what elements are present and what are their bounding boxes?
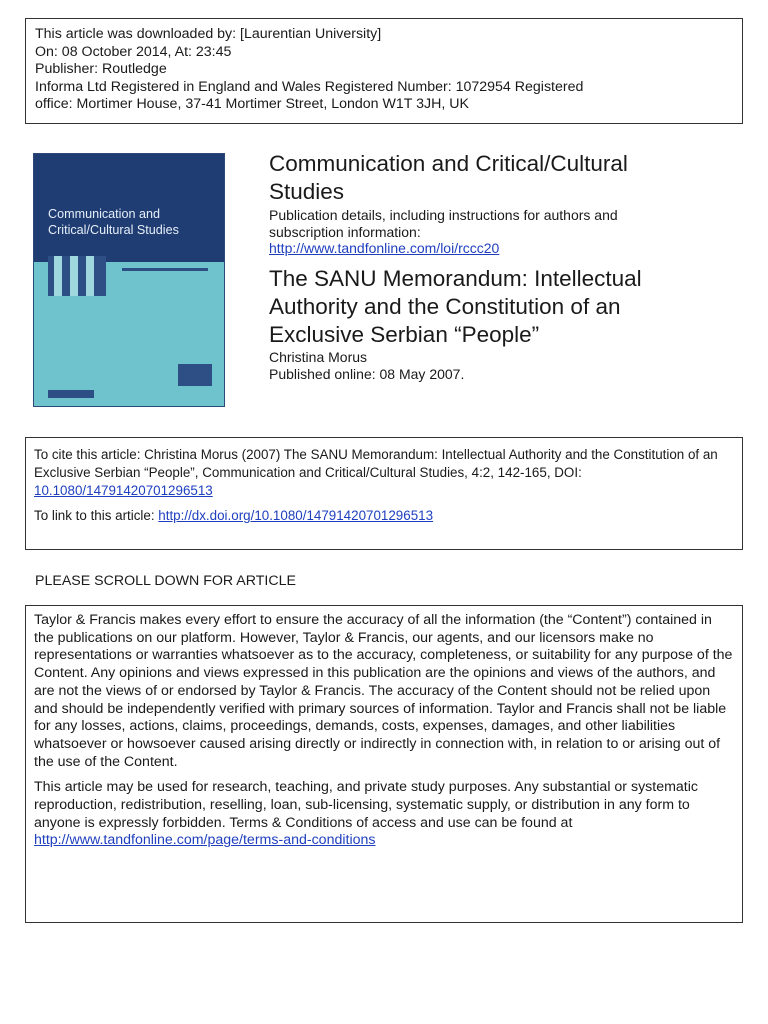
disclaimer-paragraph-2 (34, 779, 734, 850)
cover-title-line2: Critical/Cultural Studies (48, 223, 179, 237)
disclaimer-paragraph-2-text: This article may be used for research, teaching, and private study purposes. Any substantial or systematic reproduction, redistribution, reselling, loan, sub-licensing, systematic supply, or distribution in any form to anyone is expressly forbidden. Terms & Conditions of access and use can be found at (34, 779, 698, 831)
disclaimer-box (25, 605, 743, 923)
article-title-line1: The SANU Memorandum: Intellectual (269, 265, 642, 291)
article-title-line3: Exclusive Serbian “People” (269, 321, 540, 347)
publication-details-line1: Publication details, including instructions for authors and (269, 207, 618, 223)
citation-box (25, 437, 743, 550)
terms-conditions-link[interactable]: http://www.tandfonline.com/page/terms-and-conditions (34, 832, 376, 849)
download-info-box (25, 18, 743, 124)
article-title-line2: Authority and the Constitution of an (269, 293, 621, 319)
cover-logo-blocks (178, 364, 212, 386)
journal-title (269, 150, 739, 206)
article-published-date: Published online: 08 May 2007. (269, 365, 465, 382)
cover-small-text-bar (122, 268, 208, 271)
article-link-line (34, 507, 734, 525)
journal-url-link[interactable]: http://www.tandfonline.com/loi/rccc20 (269, 240, 500, 256)
cover-graphic (48, 256, 106, 296)
doi-link[interactable]: 10.1080/14791420701296513 (34, 482, 213, 498)
cover-title-line1: Communication and (48, 207, 161, 221)
scroll-notice: PLEASE SCROLL DOWN FOR ARTICLE (35, 573, 296, 589)
citation-text: To cite this article: Christina Morus (2007) The SANU Memorandum: Intellectual Authority and the Constitution of an Exclusive Serbian “People”, Communication and Critical/Cultural Studies, 4:2, 142-165, DOI: (34, 447, 718, 480)
journal-info (269, 150, 739, 383)
download-line-date: On: 08 October 2014, At: 23:45 (35, 43, 232, 60)
download-line-registration: Informa Ltd Registered in England and Wales Registered Number: 1072954 Registered (35, 78, 584, 95)
journal-title-line2: Studies (269, 179, 345, 204)
disclaimer-paragraph-1: Taylor & Francis makes every effort to ensure the accuracy of all the information (the “Content”) contained in the publications on our platform. However, Taylor & Francis, our agents, and our licensors make no representations or warranties whatsoever as to the accuracy, completeness, or suitability for any purpose of the Content. Any opinions and views expressed in this publication are the opinions and views of the authors, and are not the views of or endorsed by Taylor & Francis. The accuracy of the Content should not be relied upon and should be independently verified with primary sources of information. Taylor and Francis shall not be liable for any losses, actions, claims, proceedings, demands, costs, expenses, damages, and other liabilities whatsoever or howsoever caused arising directly or indirectly in connection with, in relation to or arising out of the use of the Content. (34, 612, 733, 770)
citation-text-block (34, 446, 734, 499)
article-author: Christina Morus (269, 348, 368, 365)
journal-cover-image (33, 153, 225, 407)
download-line-office: office: Mortimer House, 37-41 Mortimer Street, London W1T 3JH, UK (35, 96, 469, 113)
journal-title-line1: Communication and Critical/Cultural (269, 151, 628, 176)
article-doi-url-link[interactable]: http://dx.doi.org/10.1080/14791420701296513 (158, 508, 434, 524)
download-line-university: This article was downloaded by: [Laurentian University] (35, 26, 382, 42)
cover-title (48, 206, 179, 238)
download-line-publisher: Publisher: Routledge (35, 61, 167, 78)
article-title (269, 265, 739, 349)
publication-details-line2: subscription information: (269, 223, 421, 240)
cover-publisher-logo (48, 390, 94, 398)
publication-details (269, 207, 739, 257)
article-link-label: To link to this article: (34, 508, 155, 524)
